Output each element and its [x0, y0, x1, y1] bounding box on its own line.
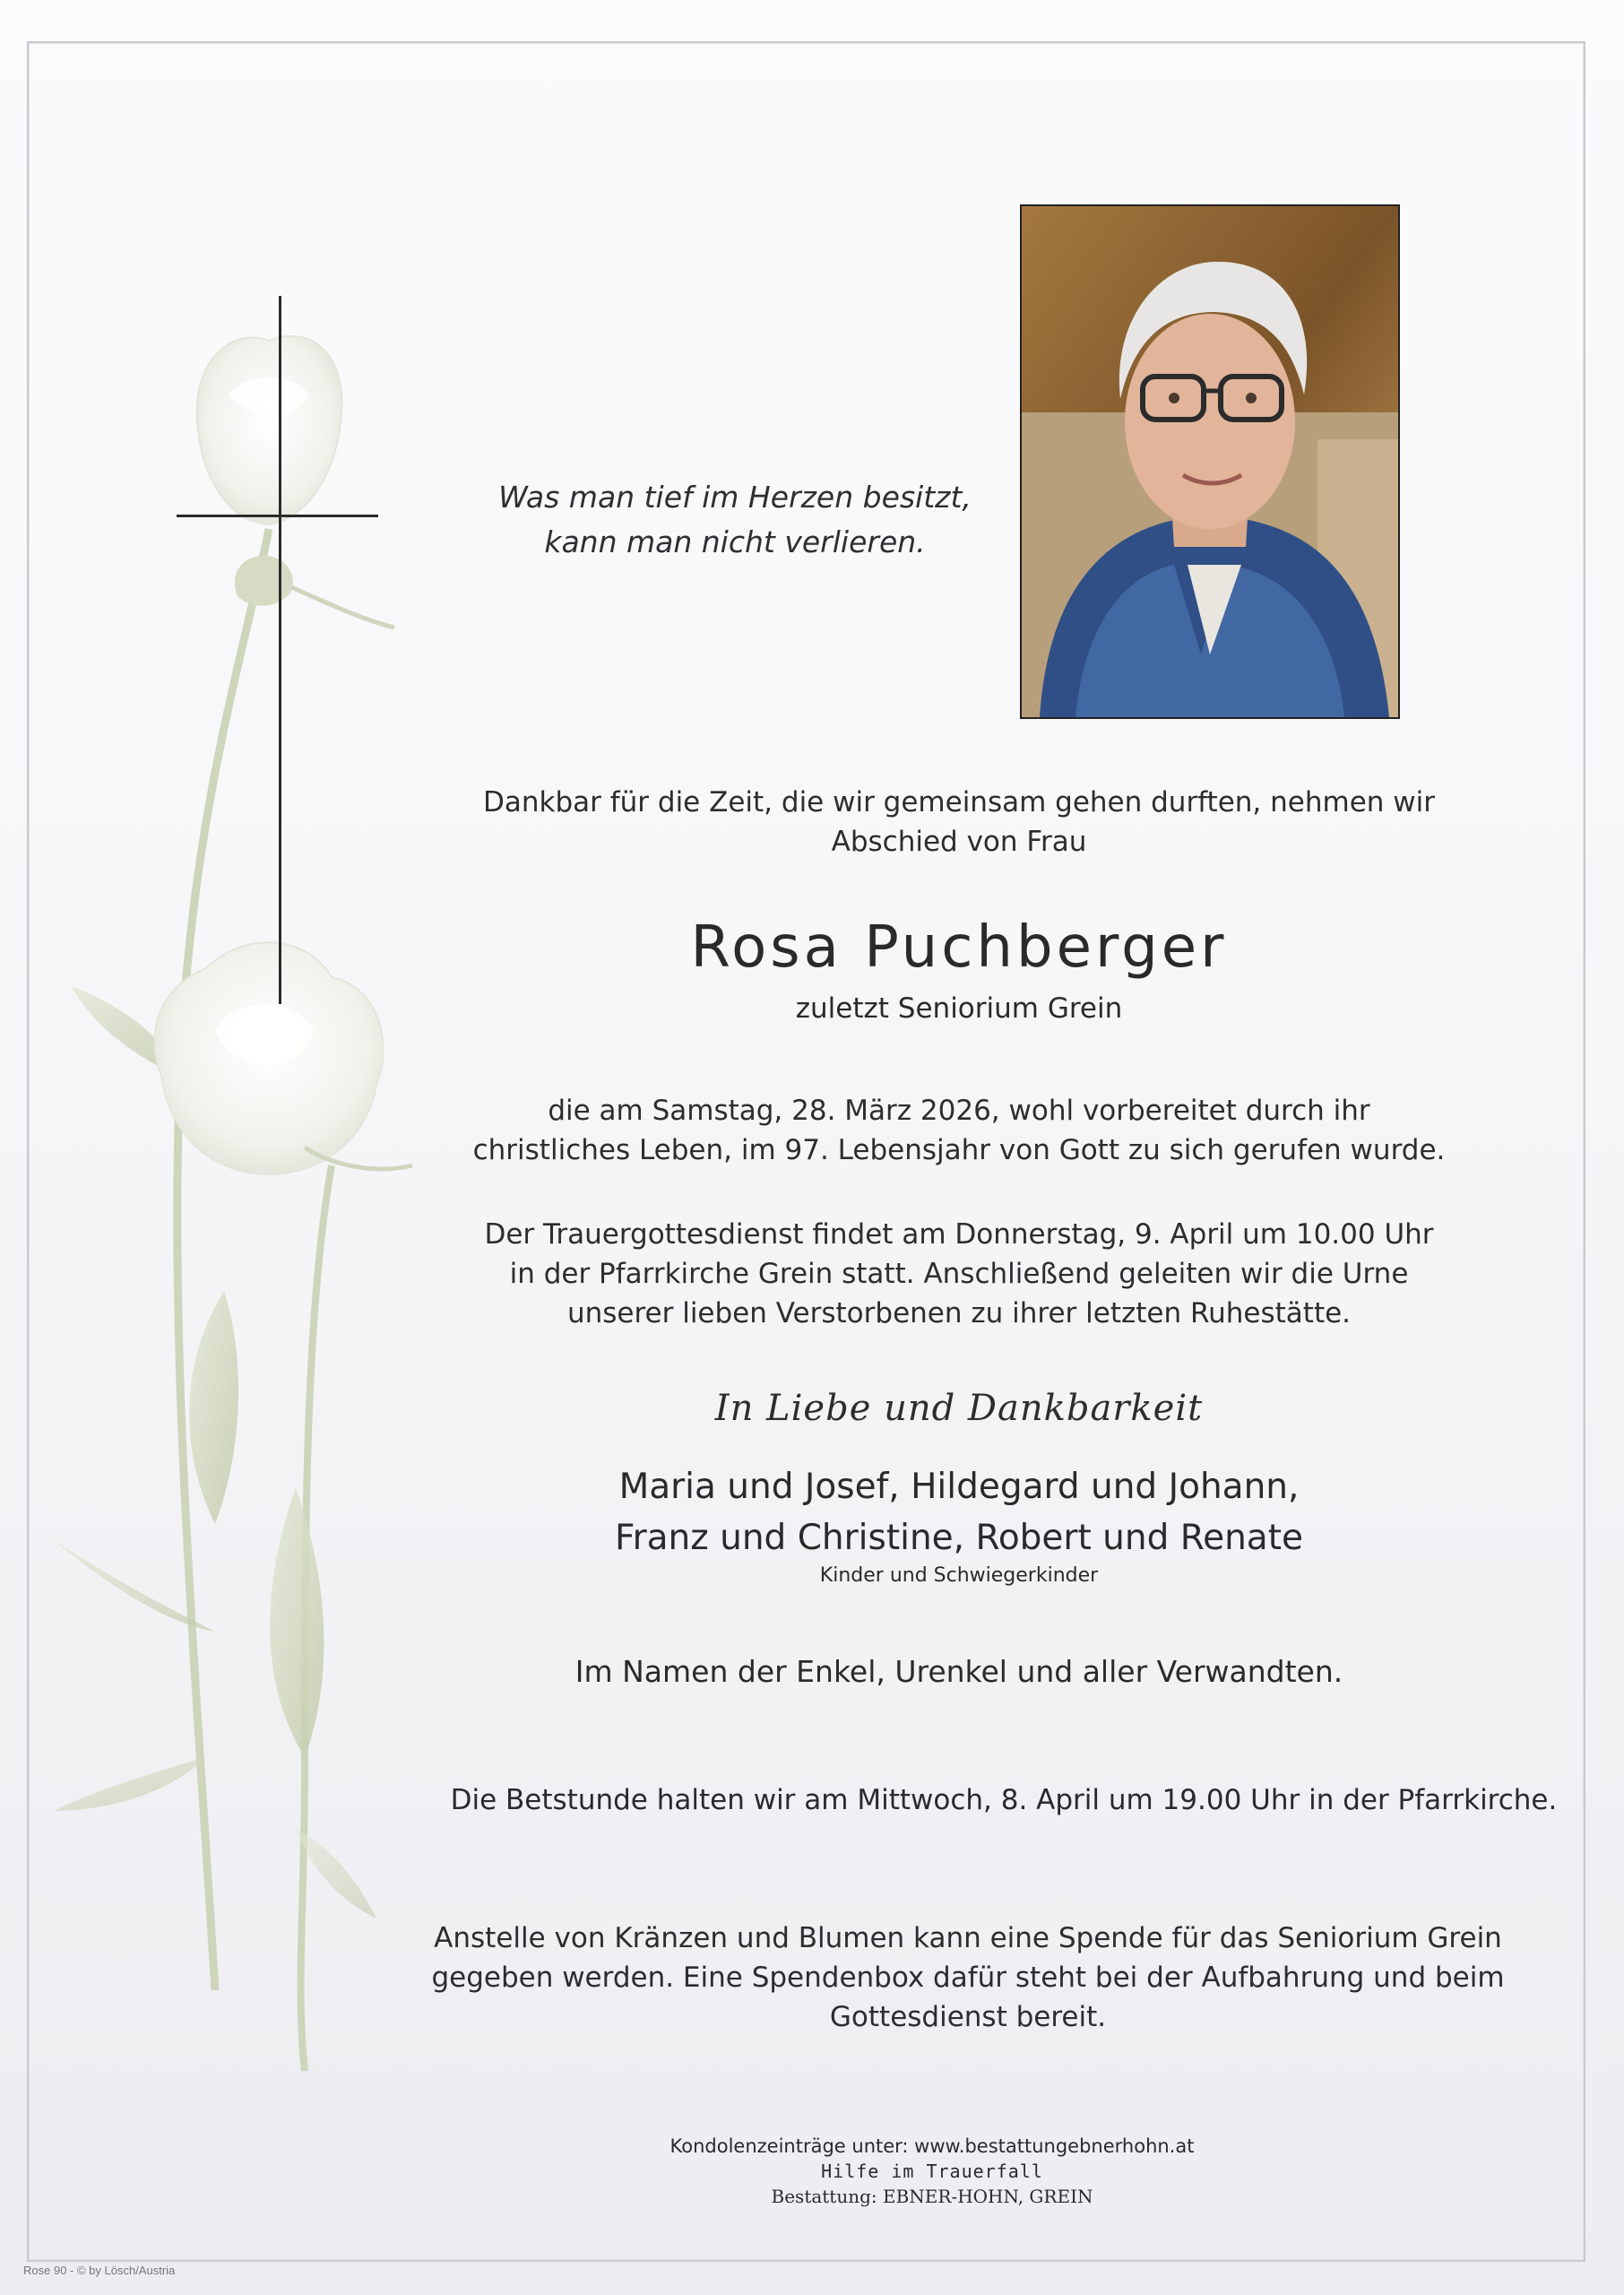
condolence-link[interactable]: Kondolenzeinträge unter: www.bestattungebnerhohn.at [669, 2135, 1195, 2157]
deceased-name: Rosa Puchberger [690, 914, 1228, 981]
death-notice [385, 1091, 1533, 1170]
death-line-2: christliches Leben, im 97. Lebensjahr von Gott zu sich gerufen wurde. [472, 1134, 1446, 1166]
cross-horizontal-bar [177, 515, 378, 517]
service-line-1: Der Trauergottesdienst findet am Donnerstag, 9. April um 10.00 Uhr [484, 1218, 1434, 1251]
prayer-hour-info: Die Betstunde halten wir am Mittwoch, 8. April um 19.00 Uhr in der Pfarrkirche. [450, 1784, 1558, 1816]
undertaker-name: Bestattung: EBNER-HOHN, GREIN [771, 2186, 1093, 2207]
service-line-3: unserer lieben Verstorbenen zu ihrer letzten Ruhestätte. [566, 1297, 1352, 1329]
intro-line-1: Dankbar für die Zeit, die wir gemeinsam gehen durften, nehmen wir [482, 786, 1435, 818]
family-line-1: Maria und Josef, Hildegard und Johann, [618, 1467, 1300, 1507]
donation-line-1: Anstelle von Kränzen und Blumen kann eine Spende für das Seniorium Grein [434, 1922, 1502, 1954]
service-line-2: in der Pfarrkirche Grein statt. Anschließend geleiten wir die Urne [509, 1258, 1409, 1290]
cross-vertical-bar [279, 296, 281, 1004]
quote-line-1: Was man tief im Herzen besitzt, [498, 480, 972, 515]
funeral-service-info [385, 1215, 1533, 1333]
donation-line-2: gegeben werden. Eine Spendenbox dafür steht bei der Aufbahrung und beim [431, 1962, 1505, 1994]
relatives-note: Im Namen der Enkel, Urenkel und aller Verwandten. [574, 1654, 1343, 1689]
portrait-photo [1020, 204, 1400, 719]
memorial-quote [466, 475, 1004, 565]
family-role: Kinder und Schwiegerkinder [819, 1564, 1099, 1587]
intro-line-2: Abschied von Frau [831, 826, 1087, 858]
intro-text [430, 783, 1488, 862]
death-line-1: die am Samstag, 28. März 2026, wohl vorbereitet durch ihr [548, 1095, 1370, 1127]
donation-note [394, 1918, 1542, 2037]
family-names [385, 1461, 1533, 1563]
lower-rose [154, 942, 412, 1174]
last-residence: zuletzt Seniorium Grein [795, 992, 1123, 1025]
upper-rose [197, 336, 394, 628]
help-slogan: Hilfe im Trauerfall [821, 2161, 1043, 2182]
donation-line-3: Gottesdienst bereit. [829, 2001, 1107, 2033]
closing-dedication: In Liebe und Dankbarkeit [714, 1388, 1204, 1429]
family-line-2: Franz und Christine, Robert und Renate [615, 1518, 1303, 1558]
quote-line-2: kann man nicht verlieren. [544, 524, 926, 559]
image-credit: Rose 90 - © by Lösch/Austria [23, 2264, 176, 2277]
